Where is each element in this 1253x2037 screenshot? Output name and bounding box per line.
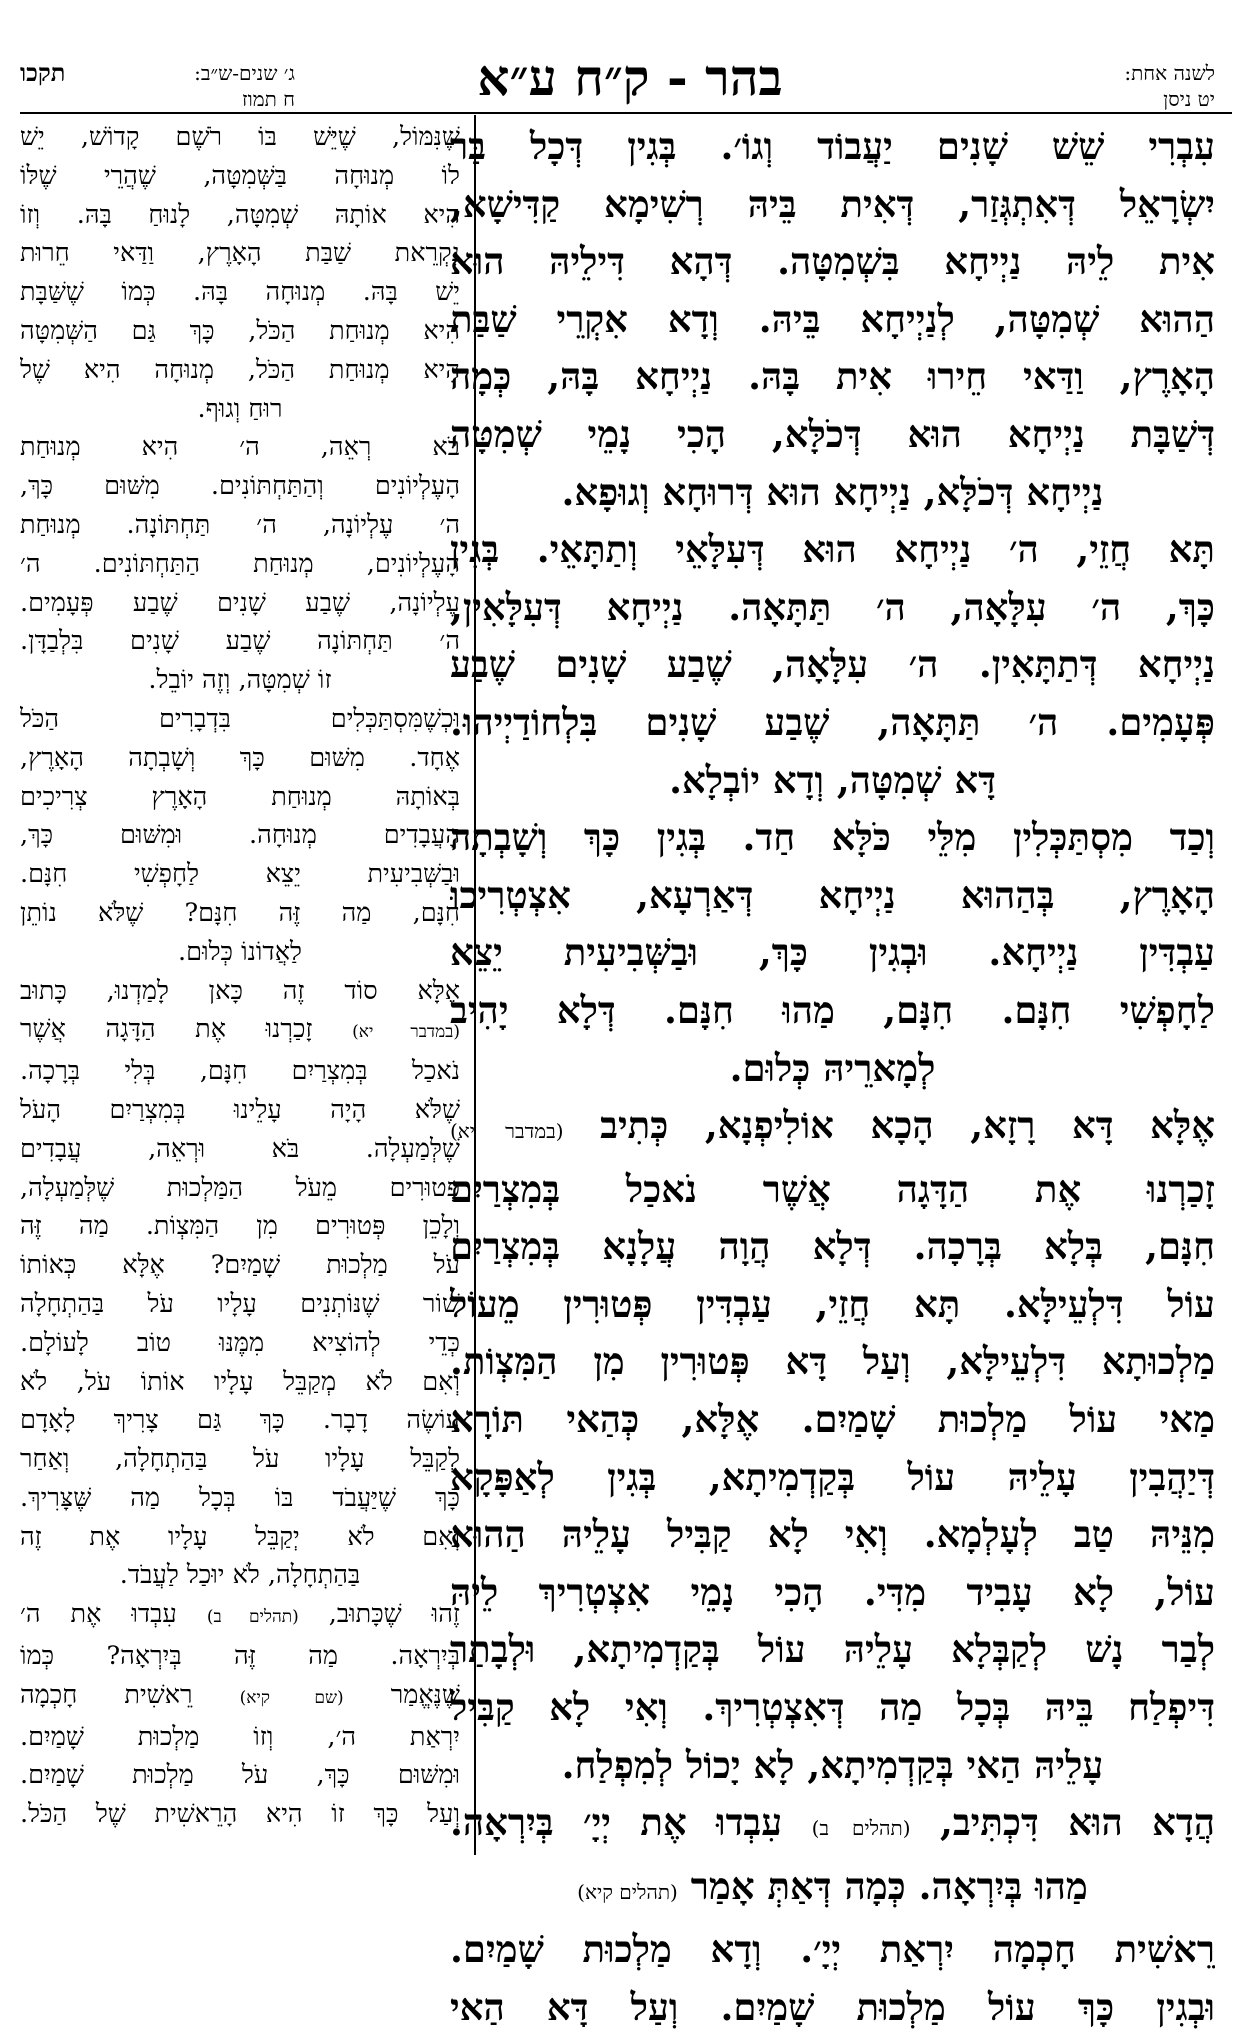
text-line: דְּשַׁבָּת נַיְיחָא הוּא דְּכֹלָּא, הָכִי נָמֵי שְׁמִטָּה — [450, 411, 1215, 456]
page-header — [0, 0, 1253, 110]
text-line: נֹאכַל בְּמִצְרַיִם חִנָּם, בְּלִי בְּרָכָה. — [20, 1056, 460, 1087]
text-line: ה׳ עֶלְיוֹנָה, ה׳ תַּחְתּוֹנָה. מְנוּחַת — [20, 509, 460, 540]
text-line: עוֹל דִּלְעֵילָּא. תָּא חֲזֵי, עַבְדִּין פְּטוּרִין מֵעוֹל — [450, 1281, 1215, 1326]
source-reference: (במדבר יא) — [352, 1022, 460, 1043]
text-line: הֲדָא הוּא דִּכְתִּיב, (תהלים ב) עִבְדוּ אֶת יְיָ׳ בְּיִרְאָה. — [450, 1800, 1215, 1845]
text-line: הָאָרֶץ, וַדַּאי חֵירוּ אִית בָּהּ. נַיְיחָא בָּהּ, כְּמָה — [450, 354, 1215, 399]
text-line: וּבַשְּׁבִיעִית יֵצֵא לַחָפְשִׁי חִנָּם. — [20, 859, 460, 890]
text-line: בַּהַתְחָלָה, לֹא יוּכַל לַעֲבֹד. — [119, 1560, 361, 1591]
source-reference: (תהלים ב) — [811, 1816, 911, 1841]
text-line: הָאָרֶץ, בְּהַהוּא נַיְיחָא דְּאַרְעָא, אִצְטְרִיכוּ — [450, 872, 1215, 917]
text-line: חִנָּם, בְּלָא בְּרָכָה. דְּלָא הֲוָה עֲלָנָא בְּמִצְרַיִם — [450, 1224, 1215, 1269]
text-line: וְלָכֵן פְּטוּרִים מִן הַמִּצְוֹת. מַה זֶּה — [20, 1211, 460, 1242]
one-year-label: לשנה אחת: — [1124, 61, 1215, 85]
text-line: שֶׁנֶּאֱמַר (שם קיא) רֵאשִׁית חָכְמָה — [20, 1679, 460, 1710]
text-line: יִרְאַת ה׳, וְזוֹ מַלְכוּת שָׁמַיִם. — [20, 1721, 460, 1752]
one-year-date: יט ניסן — [1163, 87, 1215, 111]
text-line: עֶלְיוֹנָה, שֶׁבַע שָׁנִים שֶׁבַע פְּעָמִים. — [20, 587, 460, 618]
text-line: יֵשׁ בָּהּ. מְנוּחָה בָּהּ. כְּמוֹ שֶׁשַּׁבָּת — [20, 277, 460, 308]
text-line: מַלְכוּתָא דִּלְעֵילָּא, וְעַל דָּא פְּטוּרִין מִן הַמִּצְוֹת. — [450, 1339, 1215, 1384]
text-line: דִּיפְלַח בֵּיהּ בְּכָל מַה דְּאִצְטְרִיךְ. וְאִי לָא קַבִּיל — [450, 1685, 1215, 1730]
text-line: כָּךְ, ה׳ עִלָּאָה, ה׳ תַּתָּאָה. נַיְיחָא דְּעִלָּאִין, — [450, 584, 1215, 629]
text-line: כְּדֵי לְהוֹצִיא מִמֶּנּוּ טוֹב לָעוֹלָם. — [20, 1327, 460, 1358]
text-line: וּמִשּׁוּם כָּךְ, עֹל מַלְכוּת שָׁמַיִם. — [20, 1760, 460, 1791]
text-line: אֶלָּא דָּא רָזָא, הָכָא אוֹלִיפְנָא, כְּתִיב (במדבר יא) — [450, 1103, 1215, 1148]
text-line: הִיא מְנוּחַת הַכֹּל, מְנוּחָה הִיא שֶׁל — [20, 354, 460, 385]
three-year-schedule — [135, 60, 295, 112]
text-line: יִשְׂרָאֵל דְּאִתְגְּזַר, דְּאִית בֵּיהּ רְשִׁימָא קַדִּישָׁא, — [450, 181, 1215, 226]
text-line: בְּיִרְאָה. מַה זֶּה בְּיִרְאָה? כְּמוֹ — [20, 1641, 460, 1672]
text-line: הָעֶלְיוֹנִים וְהַתַּחְתּוֹנִים. מִשּׁוּם כָּךְ, — [20, 471, 460, 502]
text-line: עַבְדִּין נַיְיחָא. וּבְגִין כָּךְ, וּבַשְּׁבִיעִית יֵצֵא — [450, 930, 1215, 975]
text-line: אֶחָד. מִשּׁוּם כָּךְ וְשָׁבְתָה הָאָרֶץ, — [20, 742, 460, 773]
source-reference: (תהלים קיא) — [577, 1879, 678, 1904]
text-line: תָּא חֲזֵי, ה׳ נַיְיחָא הוּא דְּעִלָּאֵי וְתַתָּאֵי. בְּגִין — [450, 527, 1215, 572]
text-line: וְכַד מִסְתַּכְּלִין מִלֵּי כֹּלָּא חַד. בְּגִין כָּךְ וְשָׁבְתָה — [450, 815, 1215, 860]
text-line: זֶהוּ שֶׁכָּתוּב, (תהלים ב) עִבְדוּ אֶת ה׳ — [20, 1599, 460, 1630]
text-line: דָּא שְׁמִטָּה, וְדָא יוֹבְלָא. — [669, 757, 996, 802]
three-year-date: ח תמוז — [242, 87, 295, 111]
text-line: בְּאוֹתָהּ מְנוּחַת הָאָרֶץ צְרִיכִים — [20, 781, 460, 812]
text-line: וּבְגִין כָּךְ עוֹל מַלְכוּת שָׁמַיִם. וְעַל דָּא הַאי — [450, 1985, 1215, 2029]
text-line: ה׳ תַּחְתּוֹנָה שֶׁבַע שָׁנִים בִּלְבַדָּן. — [20, 626, 460, 657]
text-line: רוּחַ וְגוּף. — [197, 393, 283, 424]
text-line: עוֹשֶׂה דָבָר. כָּךְ גַּם צָרִיךְ לָאָדָם — [20, 1405, 460, 1436]
text-line: וְאִם לֹא מְקַבֵּל עָלָיו אוֹתוֹ עֹל, לֹא — [20, 1366, 460, 1397]
text-line: נַיְיחָא דְּכֹלָּא, נַיְיחָא הוּא דְּרוּחָא וְגוּפָא. — [561, 469, 1104, 514]
text-line: הִיא אוֹתָהּ שְׁמִטָּה, לָנוּחַ בָּהּ. וְזוֹ — [20, 199, 460, 230]
text-line: הָעֲבָדִים מְנוּחָה. וּמִשּׁוּם כָּךְ, — [20, 820, 460, 851]
text-line: לוֹ מְנוּחָה בַּשְּׁמִטָּה, שֶׁהֲרֵי שֶׁלּוֹ — [20, 160, 460, 191]
text-line: פְּעָמִים. ה׳ תַּתָּאָה, שֶׁבַע שָׁנִים בִּלְחוֹדַיְיהוּ. — [450, 699, 1215, 744]
text-line: הַהוּא שְׁמִטָּה, לְנַיְיחָא בֵּיהּ. וְדָא אִקְרֵי שַׁבַּת — [450, 296, 1215, 341]
text-line: רֵאשִׁית חָכְמָה יִרְאַת יְיָ׳. וְדָא מַלְכוּת שָׁמַיִם. — [450, 1927, 1215, 1972]
text-line: לְמָארֵיהּ כְּלוּם. — [729, 1045, 936, 1090]
text-line: שׁוֹר שֶׁנּוֹתְנִים עָלָיו עֹל בַּהַתְחָלָה — [20, 1288, 460, 1319]
text-line: לְבַר נָשׁ לְקַבְּלָא עָלֵיהּ עוֹל בְּקַדְמִיתָא, וּלְבָתַר — [450, 1627, 1215, 1672]
text-line: וְעַל כָּךְ זוֹ הִיא הָרֵאשִׁית שֶׁל הַכֹּל. — [20, 1799, 460, 1830]
text-line: לַאֲדוֹנוֹ כְּלוּם. — [178, 936, 302, 967]
text-line: מַאי עוֹל מַלְכוּת שָׁמַיִם. אֶלָּא, כְּהַאי תּוֹרָא — [450, 1397, 1215, 1442]
text-line: זוֹ שְׁמִטָּה, וְזֶה יוֹבֵל. — [148, 665, 332, 696]
text-line: אֶלָּא סוֹד זֶה כָּאן לָמַדְנוּ, כָּתוּב — [20, 975, 460, 1006]
text-line: שֶׁלְּמַעְלָה. בֹּא וּרְאֵה, עֲבָדִים — [20, 1133, 460, 1164]
aramaic-text-column — [450, 118, 1215, 2037]
source-reference: (שם קיא) — [239, 1687, 344, 1708]
text-line: נִקְרֵאת שַׁבַּת הָאָרֶץ, וַדַּאי חֵרוּת — [20, 238, 460, 269]
source-reference: (במדבר יא) — [450, 1119, 564, 1144]
page-number: תקכו — [20, 58, 66, 87]
three-year-label: ג׳ שנים-ש״ב: — [194, 61, 295, 85]
text-line: נַיְיחָא דְּתַתָּאִין. ה׳ עִלָּאָה, שֶׁבַע שָׁנִים שֶׁבַע — [450, 642, 1215, 687]
text-line: הִיא מְנוּחַת הַכֹּל, כָּךְ גַּם הַשְּׁמִטָּה — [20, 315, 460, 346]
text-line: עוֹל, לָא עָבִיד מִדִּי. הָכִי נָמֵי אִצְטְרִיךְ לֵיהּ — [450, 1569, 1215, 1614]
text-line: הָעֶלְיוֹנִים, מְנוּחַת הַתַּחְתּוֹנִים. ה׳ — [20, 548, 460, 579]
text-line: לַחָפְשִׁי חִנָּם. חִנָּם, מַהוּ חִנָּם. דְּלָא יָהִיב — [450, 987, 1215, 1032]
text-line: מִנֵּיהּ טַב לְעָלְמָא. וְאִי לָא קַבִּיל עָלֵיהּ הַהוּא — [450, 1512, 1215, 1557]
header-divider — [20, 112, 1232, 114]
source-reference: (תהלים ב) — [206, 1607, 299, 1628]
text-line: (במדבר יא) זָכַרְנוּ אֶת הַדָּגָה אֲשֶׁר — [20, 1014, 460, 1045]
text-line: עִבְרִי שֵׁשׁ שָׁנִים יַעֲבוֹד וְגוֹ׳. בְּגִין דְּכָל בַּר — [450, 124, 1215, 168]
text-line: עָלֵיהּ הַאי בְּקַדְמִיתָא, לָא יָכוֹל לְמִפְלַח. — [561, 1742, 1104, 1787]
text-line: וְאִם לֹא יְקַבֵּל עָלָיו אֶת זֶה — [20, 1521, 460, 1552]
page-title: בהר - ק״ח ע״א — [477, 48, 783, 107]
text-line: עֹל מַלְכוּת שָׁמַיִם? אֶלָּא כְּאוֹתוֹ — [20, 1250, 460, 1281]
text-line: חִנָּם, מַה זֶּה חִנָּם? שֶׁלֹּא נוֹתֵן — [20, 897, 460, 928]
text-line: שֶׁנִּמּוֹל, שֶׁיֵּשׁ בּוֹ רֹשֶׁם קָדוֹשׁ, יֵשׁ — [20, 122, 460, 152]
text-line: דְּיַהֲבִין עָלֵיהּ עוֹל בְּקַדְמִיתָא, בְּגִין לְאַפָּקָא — [450, 1454, 1215, 1499]
text-line: אִית לֵיהּ נַיְיחָא בִּשְׁמִטָּה. דְּהָא דִּילֵיהּ הוּא — [450, 239, 1215, 284]
one-year-schedule — [1124, 60, 1215, 112]
text-line: מַהוּ בְּיִרְאָה. כְּמָה דְּאַתְּ אָמַר (תהלים קיא) — [577, 1863, 1088, 1908]
text-line: בֹּא רְאֵה, ה׳ הִיא מְנוּחַת — [20, 432, 460, 463]
text-line: לְקַבֵּל עָלָיו עֹל בַּהַתְחָלָה, וְאַחַר — [20, 1444, 460, 1475]
text-line: זָכַרְנוּ אֶת הַדָּגָה אֲשֶׁר נֹאכַל בְּמִצְרַיִם — [450, 1166, 1215, 1211]
text-line: שֶׁלֹּא הָיָה עָלֵינוּ בְּמִצְרַיִם הָעֹל — [20, 1094, 460, 1125]
text-line: כָּךְ שֶׁיַּעֲבֹד בּוֹ בְּכָל מַה שֶּׁצָּרִיךְ. — [20, 1482, 460, 1513]
hebrew-translation-column — [20, 118, 460, 1834]
text-line: וּכְשֶׁמִּסְתַּכְּלִים בִּדְבָרִים הַכֹּל — [20, 703, 460, 734]
text-line: פְּטוּרִים מֵעֹל הַמַּלְכוּת שֶׁלְּמַעְלָה, — [20, 1172, 460, 1203]
